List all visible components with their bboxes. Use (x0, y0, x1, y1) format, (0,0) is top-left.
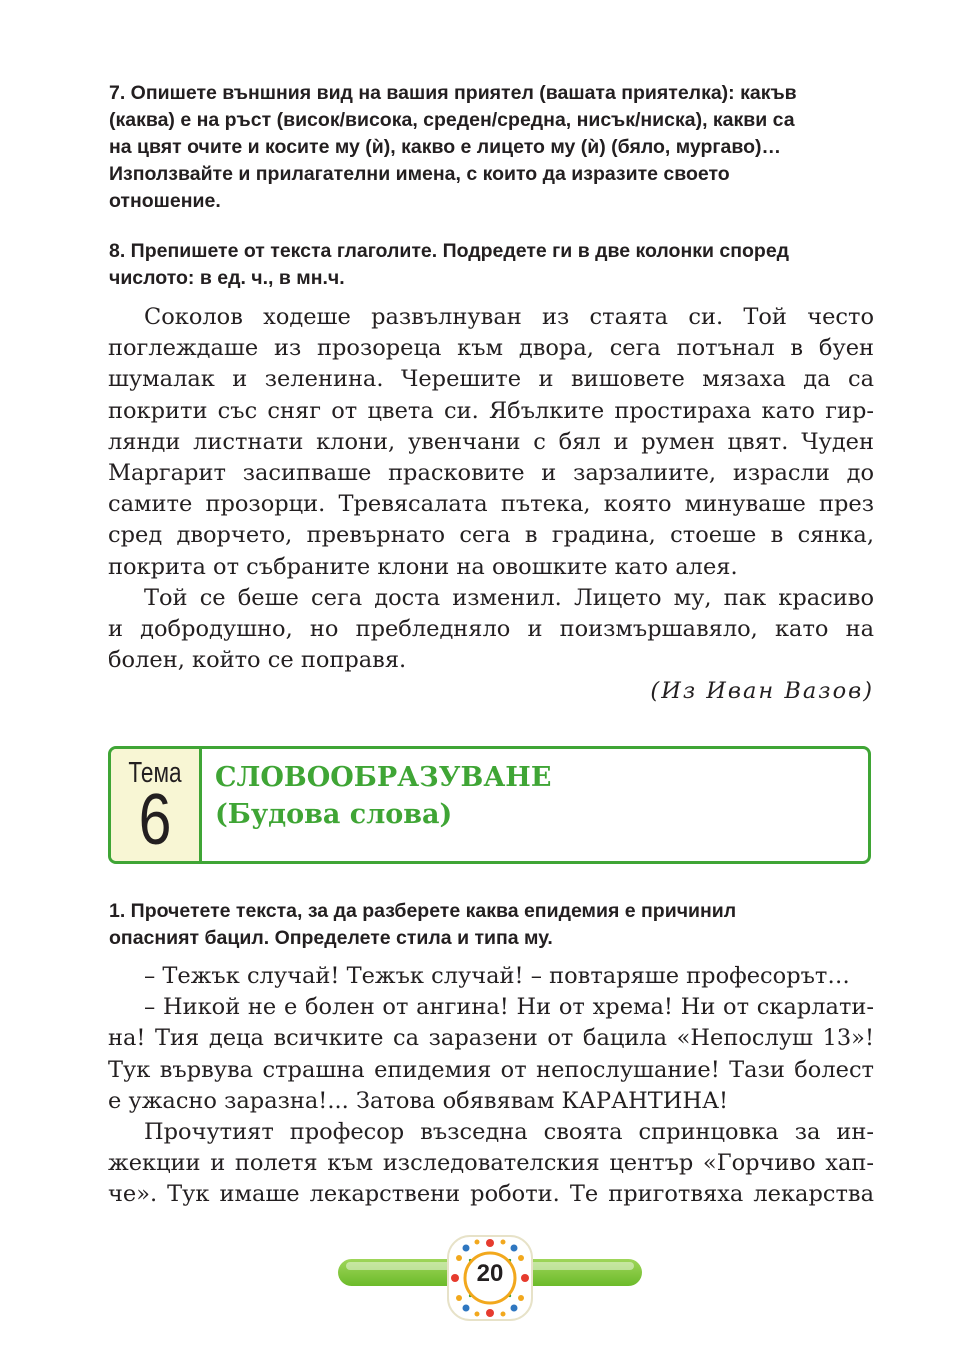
passage-line: е ужасно заразна!... Затова обявявам КАРАНТИНА! (108, 1087, 729, 1114)
passage-line: че». Тук имаше лекарствени роботи. Те приготвяха лекарства (108, 1181, 874, 1208)
passage-line: – Тежък случай! Тежък случай! – повтаряше професорът… (144, 963, 850, 989)
passage-line: Соколов ходеше развълнуван из стаята си. Той често (144, 304, 874, 330)
passage-vazov (108, 302, 874, 676)
passage-line: Тук вървува страшна епидемия от непослушание! Тази болест (108, 1056, 874, 1083)
page-number: 20 (476, 1260, 504, 1287)
topic-title (215, 759, 551, 833)
passage-line: лянди листнати клони, увенчани с бял и румен цвят. Чуден (108, 428, 874, 455)
task-7-line: Използвайте и прилагателни имена, с които да изразите своето (109, 163, 730, 185)
task-7-line: отношение. (109, 190, 221, 212)
task-7-line: (каква) е на ръст (висок/висока, среден/средна, нисък/ниска), какви са (109, 109, 795, 131)
passage-line: – Никой не е болен от ангина! Ни от хрема! Ни от скарлати- (144, 994, 874, 1021)
topic-tab (111, 749, 202, 861)
passage-source: (Из Иван Вазов) (650, 678, 874, 704)
passage-line: поглеждаше из прозореца към двора, сега потънал в буен (108, 335, 874, 362)
task-7 (109, 80, 874, 215)
passage-line: покрита от събраните клони на овошките като алея. (108, 553, 738, 580)
passage-line: болен, който се поправя. (108, 647, 407, 674)
topic-title-main: СЛОВООБРАЗУВАНЕ (215, 762, 552, 793)
passage-line: на! Тия деца всичките са заразени от бацила «Непослуш 13»! (108, 1025, 874, 1052)
passage-line: сред дворчето, превърнато сега в градина, стоеше в сянка, (108, 522, 874, 549)
passage-line: покрити със сняг от цвета си. Ябълките простираха като гир- (108, 397, 874, 424)
topic-word: Тема (128, 757, 182, 789)
topic-header (108, 746, 871, 864)
passage-line: шумалак и зеленина. Черешите и вишовете мязаха да са (108, 366, 874, 393)
task-1 (109, 898, 874, 952)
passage-line: и добродушно, но пребледняло и поизмършавяло, като на (108, 616, 874, 643)
task-1-line: опасният бацил. Определете стила и типа му. (109, 927, 553, 949)
topic-number: 6 (138, 780, 172, 860)
passage-quarantine (108, 961, 874, 1211)
task-8-line: 8. Препишете от текста глаголите. Подредете ги в две колонки според (109, 240, 790, 262)
passage-line: самите прозорци. Тревясалата пътека, която минуваше през (108, 491, 874, 518)
passage-line: Той се беше сега доста изменил. Лицето му, пак красиво (144, 584, 874, 611)
passage-line: Прочутият професор възседна своята спринцовка за ин- (144, 1119, 874, 1146)
task-8 (109, 238, 874, 292)
topic-title-sub: (Будова слова) (215, 799, 453, 830)
passage-line: жекции и полетя към изследователския център «Горчиво хап- (108, 1150, 874, 1177)
task-8-line: числото: в ед. ч., в мн.ч. (109, 267, 345, 289)
task-1-line: 1. Прочетете текста, за да разберете каква епидемия е причинил (109, 900, 737, 922)
passage-line: Маргарит засипваше прасковите и зарзалиите, израсли до (108, 460, 874, 487)
task-7-line: 7. Опишете външния вид на вашия приятел (вашата приятелка): какъв (109, 82, 797, 104)
task-7-line: на цвят очите и косите му (ѝ), какво е лицето му (ѝ) (бяло, мургаво)… (109, 136, 781, 158)
